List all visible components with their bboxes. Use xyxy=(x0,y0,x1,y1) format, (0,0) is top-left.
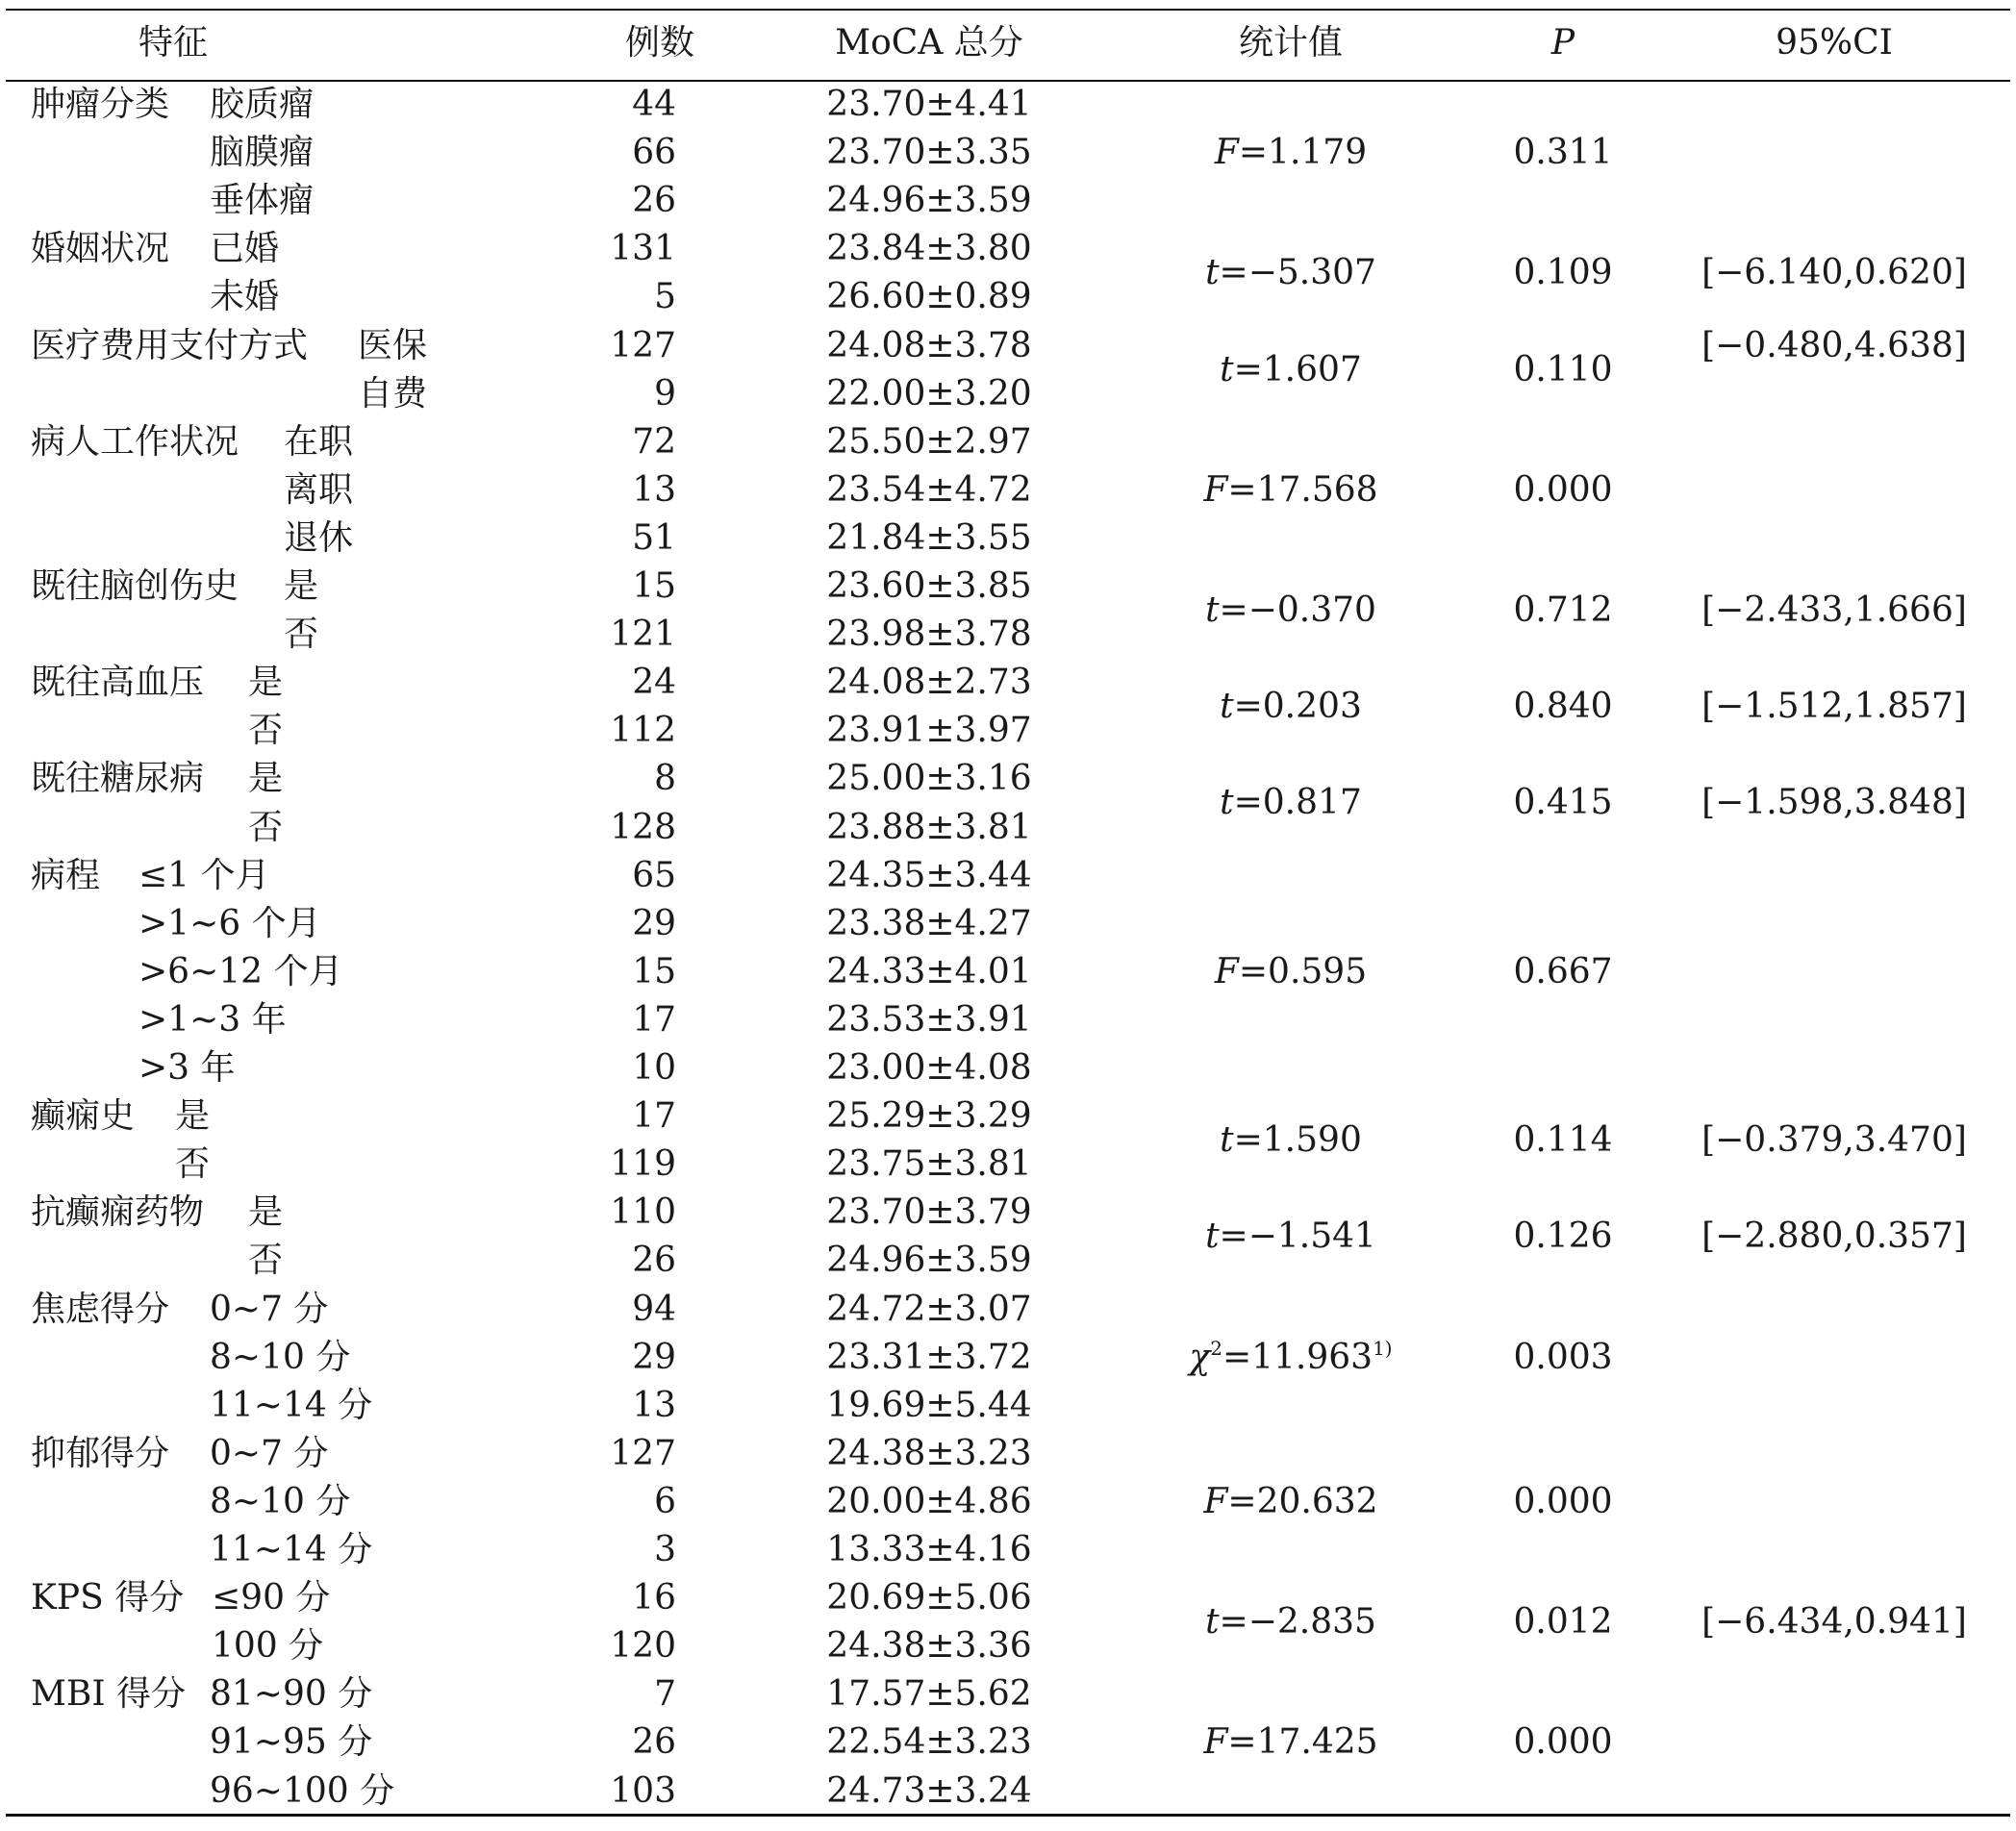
group-label: 焦虑得分 xyxy=(31,1289,170,1329)
row-subgroup: >1~6 个月 xyxy=(139,903,321,943)
row-moca: 24.08±3.78 xyxy=(826,325,1032,365)
p-value: 0.000 xyxy=(1513,1722,1613,1763)
header-feature: 特征 xyxy=(138,23,209,63)
row-count: 13 xyxy=(632,1385,676,1425)
row-count: 127 xyxy=(610,325,676,365)
row-subgroup: 离职 xyxy=(284,469,354,510)
row-count: 29 xyxy=(632,903,676,943)
group-label: 既往高血压 xyxy=(31,663,205,703)
stat-value: t=−5.307 xyxy=(1205,253,1376,293)
group-label: 肿瘤分类 xyxy=(31,85,170,124)
row-subgroup: 已婚 xyxy=(210,229,280,269)
p-value: 0.003 xyxy=(1513,1337,1613,1377)
row-moca: 20.69±5.06 xyxy=(826,1578,1032,1618)
stat-value: F=17.425 xyxy=(1203,1722,1378,1763)
group-label: 医疗费用支付方式 xyxy=(31,325,309,365)
row-moca: 24.96±3.59 xyxy=(826,181,1032,221)
table-top-rule xyxy=(6,9,2010,11)
row-count: 17 xyxy=(632,1096,676,1137)
row-subgroup: 11~14 分 xyxy=(210,1385,373,1425)
row-subgroup: 是 xyxy=(248,1192,284,1233)
header-p: P xyxy=(1550,23,1575,63)
row-subgroup: 0~7 分 xyxy=(210,1433,329,1473)
p-value: 0.109 xyxy=(1513,253,1613,293)
row-count: 103 xyxy=(610,1770,676,1811)
p-value: 0.311 xyxy=(1513,133,1613,173)
row-moca: 24.96±3.59 xyxy=(826,1241,1032,1281)
row-count: 128 xyxy=(610,807,676,847)
row-moca: 22.54±3.23 xyxy=(826,1722,1032,1763)
row-count: 112 xyxy=(610,711,676,751)
row-count: 7 xyxy=(654,1674,676,1715)
row-count: 26 xyxy=(632,1722,676,1763)
p-value: 0.110 xyxy=(1513,349,1613,389)
header-ci: 95%CI xyxy=(1776,23,1893,63)
p-value: 0.126 xyxy=(1513,1216,1613,1257)
stat-value: t=−0.370 xyxy=(1205,590,1376,631)
row-subgroup: 医保 xyxy=(358,325,428,365)
row-subgroup: 脑膜瘤 xyxy=(210,133,315,173)
row-subgroup: 自费 xyxy=(358,373,428,414)
p-value: 0.012 xyxy=(1513,1602,1613,1643)
ci-value: [−2.880,0.357] xyxy=(1701,1216,1967,1257)
ci-value: [−1.598,3.848] xyxy=(1701,783,1967,823)
row-moca: 24.73±3.24 xyxy=(826,1770,1032,1811)
row-subgroup: 是 xyxy=(175,1096,211,1137)
row-subgroup: >3 年 xyxy=(139,1048,236,1088)
p-value: 0.840 xyxy=(1513,687,1613,727)
row-count: 65 xyxy=(632,855,676,895)
stat-value: t=1.590 xyxy=(1220,1120,1362,1161)
group-label: KPS 得分 xyxy=(31,1578,185,1618)
row-subgroup: >1~3 年 xyxy=(139,999,287,1040)
row-subgroup: ≤1 个月 xyxy=(139,855,270,895)
row-moca: 26.60±0.89 xyxy=(826,277,1032,317)
ci-value: [−0.480,4.638] xyxy=(1701,325,1967,365)
row-moca: 23.98±3.78 xyxy=(826,615,1032,655)
p-value: 0.712 xyxy=(1513,590,1613,631)
stat-value: t=1.607 xyxy=(1220,349,1362,389)
group-label: 病人工作状况 xyxy=(31,421,239,462)
row-count: 121 xyxy=(610,615,676,655)
row-subgroup: 未婚 xyxy=(210,277,280,317)
stat-value: F=20.632 xyxy=(1203,1481,1378,1521)
header-moca: MoCA 总分 xyxy=(835,23,1023,63)
row-count: 13 xyxy=(632,469,676,510)
row-count: 66 xyxy=(632,133,676,173)
row-subgroup: 垂体瘤 xyxy=(210,181,315,221)
row-count: 29 xyxy=(632,1337,676,1377)
row-count: 72 xyxy=(632,421,676,462)
row-subgroup: 81~90 分 xyxy=(210,1674,373,1715)
row-count: 131 xyxy=(610,229,676,269)
row-subgroup: 100 分 xyxy=(212,1626,324,1667)
row-moca: 17.57±5.62 xyxy=(826,1674,1032,1715)
row-moca: 13.33±4.16 xyxy=(826,1530,1032,1569)
row-subgroup: 否 xyxy=(248,807,284,847)
row-subgroup: 退休 xyxy=(284,517,354,558)
row-moca: 19.69±5.44 xyxy=(826,1385,1032,1425)
row-count: 44 xyxy=(632,85,676,124)
row-count: 17 xyxy=(632,999,676,1040)
stat-value: F=1.179 xyxy=(1214,133,1368,173)
row-subgroup: 否 xyxy=(284,615,319,655)
row-moca: 23.60±3.85 xyxy=(826,566,1032,606)
group-label: 抗癫痫药物 xyxy=(31,1192,205,1233)
row-count: 9 xyxy=(654,373,676,414)
row-subgroup: 96~100 分 xyxy=(210,1770,395,1811)
header-count: 例数 xyxy=(624,23,695,63)
ci-value: [−2.433,1.666] xyxy=(1701,590,1967,631)
stat-value: t=−2.835 xyxy=(1205,1602,1376,1643)
row-count: 120 xyxy=(610,1626,676,1667)
row-moca: 23.54±4.72 xyxy=(826,469,1032,510)
row-count: 94 xyxy=(632,1289,676,1329)
row-subgroup: 否 xyxy=(175,1144,211,1185)
ci-value: [−6.140,0.620] xyxy=(1701,253,1967,293)
group-label: 婚姻状况 xyxy=(31,229,170,269)
row-subgroup: 在职 xyxy=(284,421,354,462)
row-subgroup: ≤90 分 xyxy=(212,1578,331,1618)
stat-value: $\chi^2=11.963^{1)}$ xyxy=(1189,1336,1393,1377)
row-count: 127 xyxy=(610,1433,676,1473)
row-moca: 23.91±3.97 xyxy=(826,711,1032,751)
row-moca: 21.84±3.55 xyxy=(826,517,1032,558)
group-label: 癫痫史 xyxy=(31,1096,136,1137)
row-subgroup: 0~7 分 xyxy=(210,1289,329,1329)
p-value: 0.000 xyxy=(1513,1481,1613,1521)
row-moca: 24.08±2.73 xyxy=(826,663,1032,703)
row-count: 26 xyxy=(632,181,676,221)
row-count: 15 xyxy=(632,951,676,991)
row-moca: 23.75±3.81 xyxy=(826,1144,1032,1185)
row-count: 51 xyxy=(632,517,676,558)
group-label: 抑郁得分 xyxy=(31,1433,170,1473)
row-subgroup: >6~12 个月 xyxy=(139,951,343,991)
row-moca: 23.84±3.80 xyxy=(826,229,1032,269)
row-subgroup: 8~10 分 xyxy=(210,1481,351,1521)
row-subgroup: 是 xyxy=(248,759,284,799)
row-subgroup: 是 xyxy=(284,566,319,606)
stat-value: F=0.595 xyxy=(1214,951,1368,991)
row-moca: 25.00±3.16 xyxy=(826,759,1032,799)
row-moca: 23.38±4.27 xyxy=(826,903,1032,943)
row-moca: 23.70±3.79 xyxy=(826,1192,1032,1233)
row-subgroup: 是 xyxy=(248,663,284,703)
row-moca: 24.38±3.36 xyxy=(826,1626,1032,1667)
table-bottom-rule xyxy=(6,1814,2010,1817)
row-moca: 23.70±4.41 xyxy=(826,85,1032,124)
row-count: 5 xyxy=(654,277,676,317)
row-moca: 24.33±4.01 xyxy=(826,951,1032,991)
stat-value: t=0.817 xyxy=(1220,783,1362,823)
row-moca: 25.50±2.97 xyxy=(826,421,1032,462)
row-count: 24 xyxy=(632,663,676,703)
p-value: 0.415 xyxy=(1513,783,1613,823)
row-count: 8 xyxy=(654,759,676,799)
row-count: 110 xyxy=(610,1192,676,1233)
row-moca: 22.00±3.20 xyxy=(826,373,1032,414)
row-moca: 24.38±3.23 xyxy=(826,1433,1032,1473)
group-label: 病程 xyxy=(31,855,101,895)
row-moca: 23.53±3.91 xyxy=(826,999,1032,1040)
row-count: 16 xyxy=(632,1578,676,1618)
header-stat: 统计值 xyxy=(1238,23,1344,63)
row-subgroup: 8~10 分 xyxy=(210,1337,351,1377)
row-moca: 23.31±3.72 xyxy=(826,1337,1032,1377)
row-subgroup: 否 xyxy=(248,711,284,751)
stat-value: t=−1.541 xyxy=(1205,1216,1376,1257)
group-label: 既往糖尿病 xyxy=(31,759,205,799)
stat-value: t=0.203 xyxy=(1220,687,1362,727)
ci-value: [−6.434,0.941] xyxy=(1701,1602,1967,1643)
stat-value: F=17.568 xyxy=(1203,469,1378,510)
row-count: 119 xyxy=(610,1144,676,1185)
row-moca: 23.88±3.81 xyxy=(826,807,1032,847)
row-moca: 25.29±3.29 xyxy=(826,1096,1032,1137)
row-subgroup: 否 xyxy=(248,1241,284,1281)
row-moca: 24.35±3.44 xyxy=(826,855,1032,895)
p-value: 0.114 xyxy=(1513,1120,1613,1161)
row-moca: 20.00±4.86 xyxy=(826,1481,1032,1521)
row-count: 6 xyxy=(654,1481,676,1521)
row-count: 10 xyxy=(632,1048,676,1088)
row-subgroup: 11~14 分 xyxy=(210,1530,373,1569)
row-count: 26 xyxy=(632,1241,676,1281)
row-subgroup: 91~95 分 xyxy=(210,1722,373,1763)
row-subgroup: 胶质瘤 xyxy=(210,85,315,124)
ci-value: [−1.512,1.857] xyxy=(1701,687,1967,727)
row-moca: 23.70±3.35 xyxy=(826,133,1032,173)
group-label: 既往脑创伤史 xyxy=(31,566,239,606)
p-value: 0.000 xyxy=(1513,469,1613,510)
row-moca: 24.72±3.07 xyxy=(826,1289,1032,1329)
row-count: 15 xyxy=(632,566,676,606)
row-moca: 23.00±4.08 xyxy=(826,1048,1032,1088)
p-value: 0.667 xyxy=(1513,951,1613,991)
ci-value: [−0.379,3.470] xyxy=(1701,1120,1967,1161)
row-count: 3 xyxy=(654,1530,676,1569)
group-label: MBI 得分 xyxy=(31,1674,186,1715)
